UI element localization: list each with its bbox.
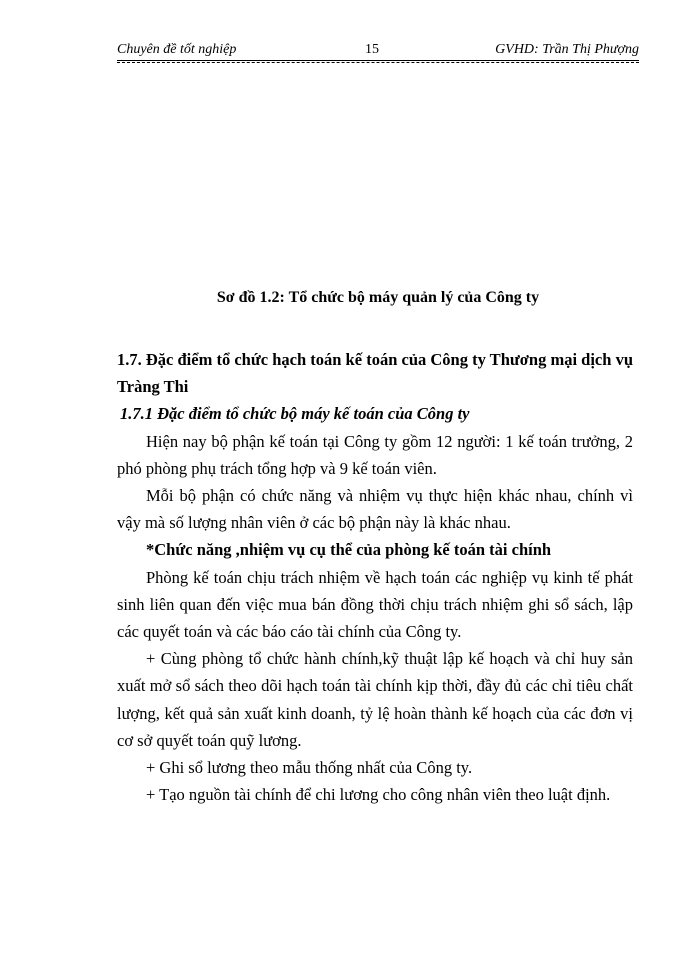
function-heading: *Chức năng ,nhiệm vụ cụ thể của phòng kế toán tài chính bbox=[146, 540, 552, 560]
header-document-type: Chuyên đề tốt nghiệp bbox=[117, 42, 237, 57]
section-title: 1.7. Đặc điểm tổ chức hạch toán kế toán của Công ty Thương mại dịch vụ Tràng Thi bbox=[117, 350, 633, 397]
paragraph: Phòng kế toán chịu trách nhiệm về hạch toán các nghiệp vụ kinh tế phát sinh liên quan đến việc mua bán đồng thời chịu trách nhiệm ghi sổ sách, lập các quyết toán và các báo cáo tài chính của Công ty. bbox=[117, 567, 633, 642]
page-header bbox=[117, 40, 639, 60]
header-rule bbox=[117, 60, 639, 61]
paragraph: Hiện nay bộ phận kế toán tại Công ty gồm 12 người: 1 kế toán trưởng, 2 phó phòng phụ trách tổng hợp và 9 kế toán viên. bbox=[117, 431, 633, 478]
document-body bbox=[117, 346, 633, 808]
paragraph: Mỗi bộ phận có chức năng và nhiệm vụ thực hiện khác nhau, chính vì vậy mà số lượng nhân viên ở các bộ phận này là khác nhau. bbox=[117, 486, 633, 533]
header-page-number: 15 bbox=[365, 42, 379, 57]
paragraph: + Cùng phòng tổ chức hành chính,kỹ thuật lập kế hoạch và chỉ huy sản xuất mở sổ sách theo dõi hạch toán tài chính kịp thời, đầy đủ các chỉ tiêu chất lượng, kết quả sản xuất kinh doanh, tỷ lệ hoàn thành kế hoạch của các đơn vị cơ sở quyết toán quỹ lương. bbox=[117, 649, 633, 750]
figure-caption: Sơ đồ 1.2: Tổ chức bộ máy quản lý của Công ty bbox=[216, 289, 540, 306]
header-advisor: GVHD: Trần Thị Phượng bbox=[495, 42, 639, 57]
header-rule-dashed bbox=[117, 62, 639, 63]
paragraph: + Ghi sổ lương theo mẫu thống nhất của Công ty. bbox=[146, 758, 473, 778]
paragraph: + Tạo nguồn tài chính để chi lương cho công nhân viên theo luật định. bbox=[146, 785, 611, 805]
subsection-title: 1.7.1 Đặc điểm tổ chức bộ máy kế toán của Công ty bbox=[120, 404, 470, 424]
